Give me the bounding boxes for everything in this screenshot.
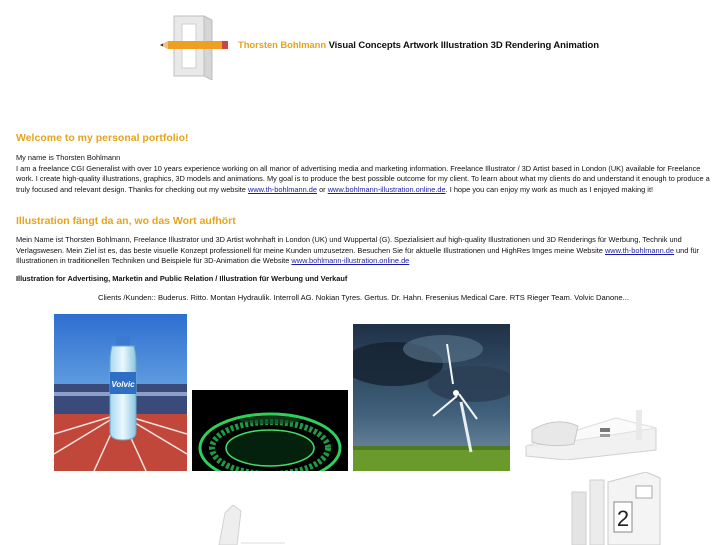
intro-closing: . I hope you can enjoy my work as much as I enjoyed making it! [445,184,654,194]
brand-tagline: Visual Concepts Artwork Illustration 3D Rendering Animation [328,40,599,51]
clients-list: Clients /Kunden:: Buderus. Ritto. Montan Hydraulik. Interroll AG. Nokian Tyres. Gertus. Dr. Hahn. Fresenius Medical Care. RTS Rieger Team. Volvic Danone... [98,293,629,302]
gallery-thumb-green-glass[interactable] [192,390,348,471]
gallery-thumb-device-partial[interactable] [205,505,285,545]
german-link-th-bohlmann[interactable]: www.th-bohlmann.de [604,245,674,255]
gallery-thumb-doorbell-panel[interactable] [516,398,660,460]
pencil-frame-logo-icon [160,14,232,80]
volvic-label: Volvic [111,380,135,389]
german-paragraph [16,235,716,267]
green-glass-ring-image-icon [192,390,348,471]
intro-heading: Welcome to my personal portfolio! [16,132,189,144]
site-brand [238,40,599,51]
site-logo[interactable] [160,14,232,80]
intro-name-line: My name is Thorsten Bohlmann [16,153,121,162]
gallery-thumb-volvic-stadium[interactable] [54,314,187,471]
german-text: Mein Name ist Thorsten Bohlmann, Freelance Illustrator und 3D Artist wohnhaft in London (UK) und Wuppertal (G). Spezialisiert auf high-quality Illustrationen und 3D Renderings für Werbung, Technik und Verlagswesen. Mein Ziel ist es, das beste visuelle Konzept professionell für meine Kunden umzusetzen. Besuchen Sie für aktuelle Illustrationen und HighRes Imges meine Website [16,235,682,255]
german-link-bohlmann-illustration[interactable]: www.bohlmann-illustration.online.de [291,256,410,266]
german-heading: Illustration fängt da an, wo das Wort aufhört [16,215,236,227]
services-subtitle: Illustration for Advertising, Marketin and Public Relation / Illustration für Werbung und Verkauf [16,274,348,283]
intro-text: I am a freelance CGI Generalist with over 10 years experience working on all manor of advertising media and marketing information. Freelance Illustrator / 3D Artist based in London (UK) available for Freelance work. I create high-quality illustrations, graphics, 3D models and animations. My goal is to produce the best possible outcome for my client. To learn about what my clients do and understand it enough to produce a truly focused and relevant design. Thanks for checking out my website [16,163,710,194]
letterbox-number-image-icon [568,472,662,545]
house-number: 2 [616,506,630,531]
doorbell-device-image-icon [516,398,660,460]
intro-link-th-bohlmann[interactable]: www.th-bohlmann.de [247,184,318,194]
gallery-thumb-wind-turbine[interactable] [353,324,510,471]
intro-paragraph [16,153,716,195]
volvic-bottle-track-image-icon [54,314,187,471]
intro-or: or [317,184,328,194]
brand-name: Thorsten Bohlmann [238,40,327,51]
white-device-image-icon [205,505,285,545]
intro-link-bohlmann-illustration[interactable]: www.bohlmann-illustration.online.de [327,184,446,194]
german-mid: und für Illustrationen in traditionellen Techniken und Beispiele für 3D-Animation die Website [16,245,700,266]
wind-turbine-storm-image-icon [353,324,510,471]
gallery-thumb-letterbox[interactable] [568,472,662,545]
